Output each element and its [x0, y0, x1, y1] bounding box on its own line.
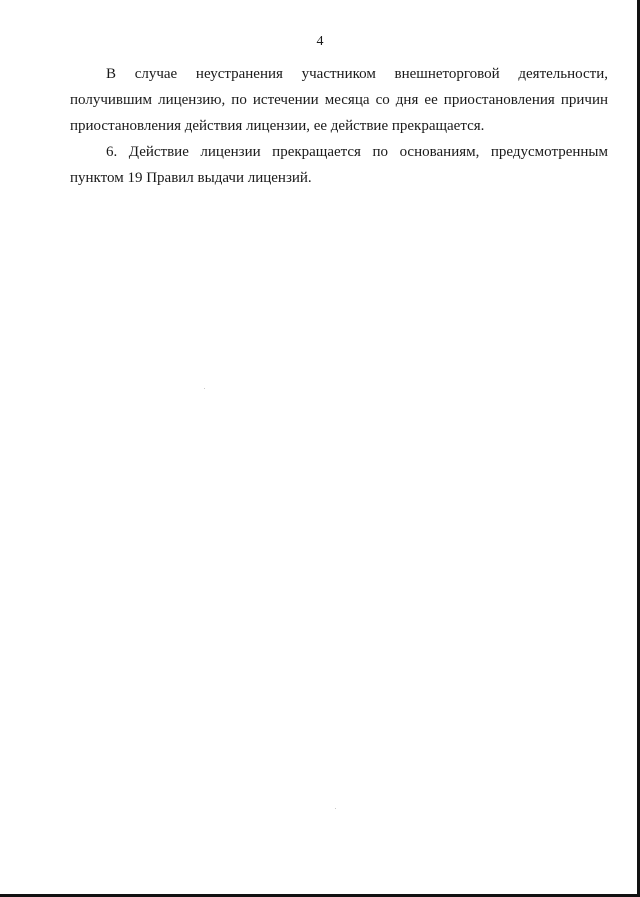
- paragraph-line: пунктом 19 Правил выдачи лицензий.: [70, 170, 312, 186]
- scan-speck: [204, 388, 205, 389]
- paragraph-item-6: [70, 139, 608, 191]
- page-number: 4: [316, 34, 324, 49]
- paragraph-line: приостановления действия лицензии, ее действие прекращается.: [70, 118, 485, 134]
- paragraph-termination-on-non-elimination: [70, 61, 608, 139]
- paragraph-line: 6. Действие лицензии прекращается по основаниям, предусмотренным: [106, 144, 608, 160]
- paragraph-line: получившим лицензию, по истечении месяца со дня ее приостановления причин: [70, 92, 608, 108]
- scan-speck: [335, 808, 336, 809]
- paragraph-line: В случае неустранения участником внешнеторговой деятельности,: [106, 66, 608, 82]
